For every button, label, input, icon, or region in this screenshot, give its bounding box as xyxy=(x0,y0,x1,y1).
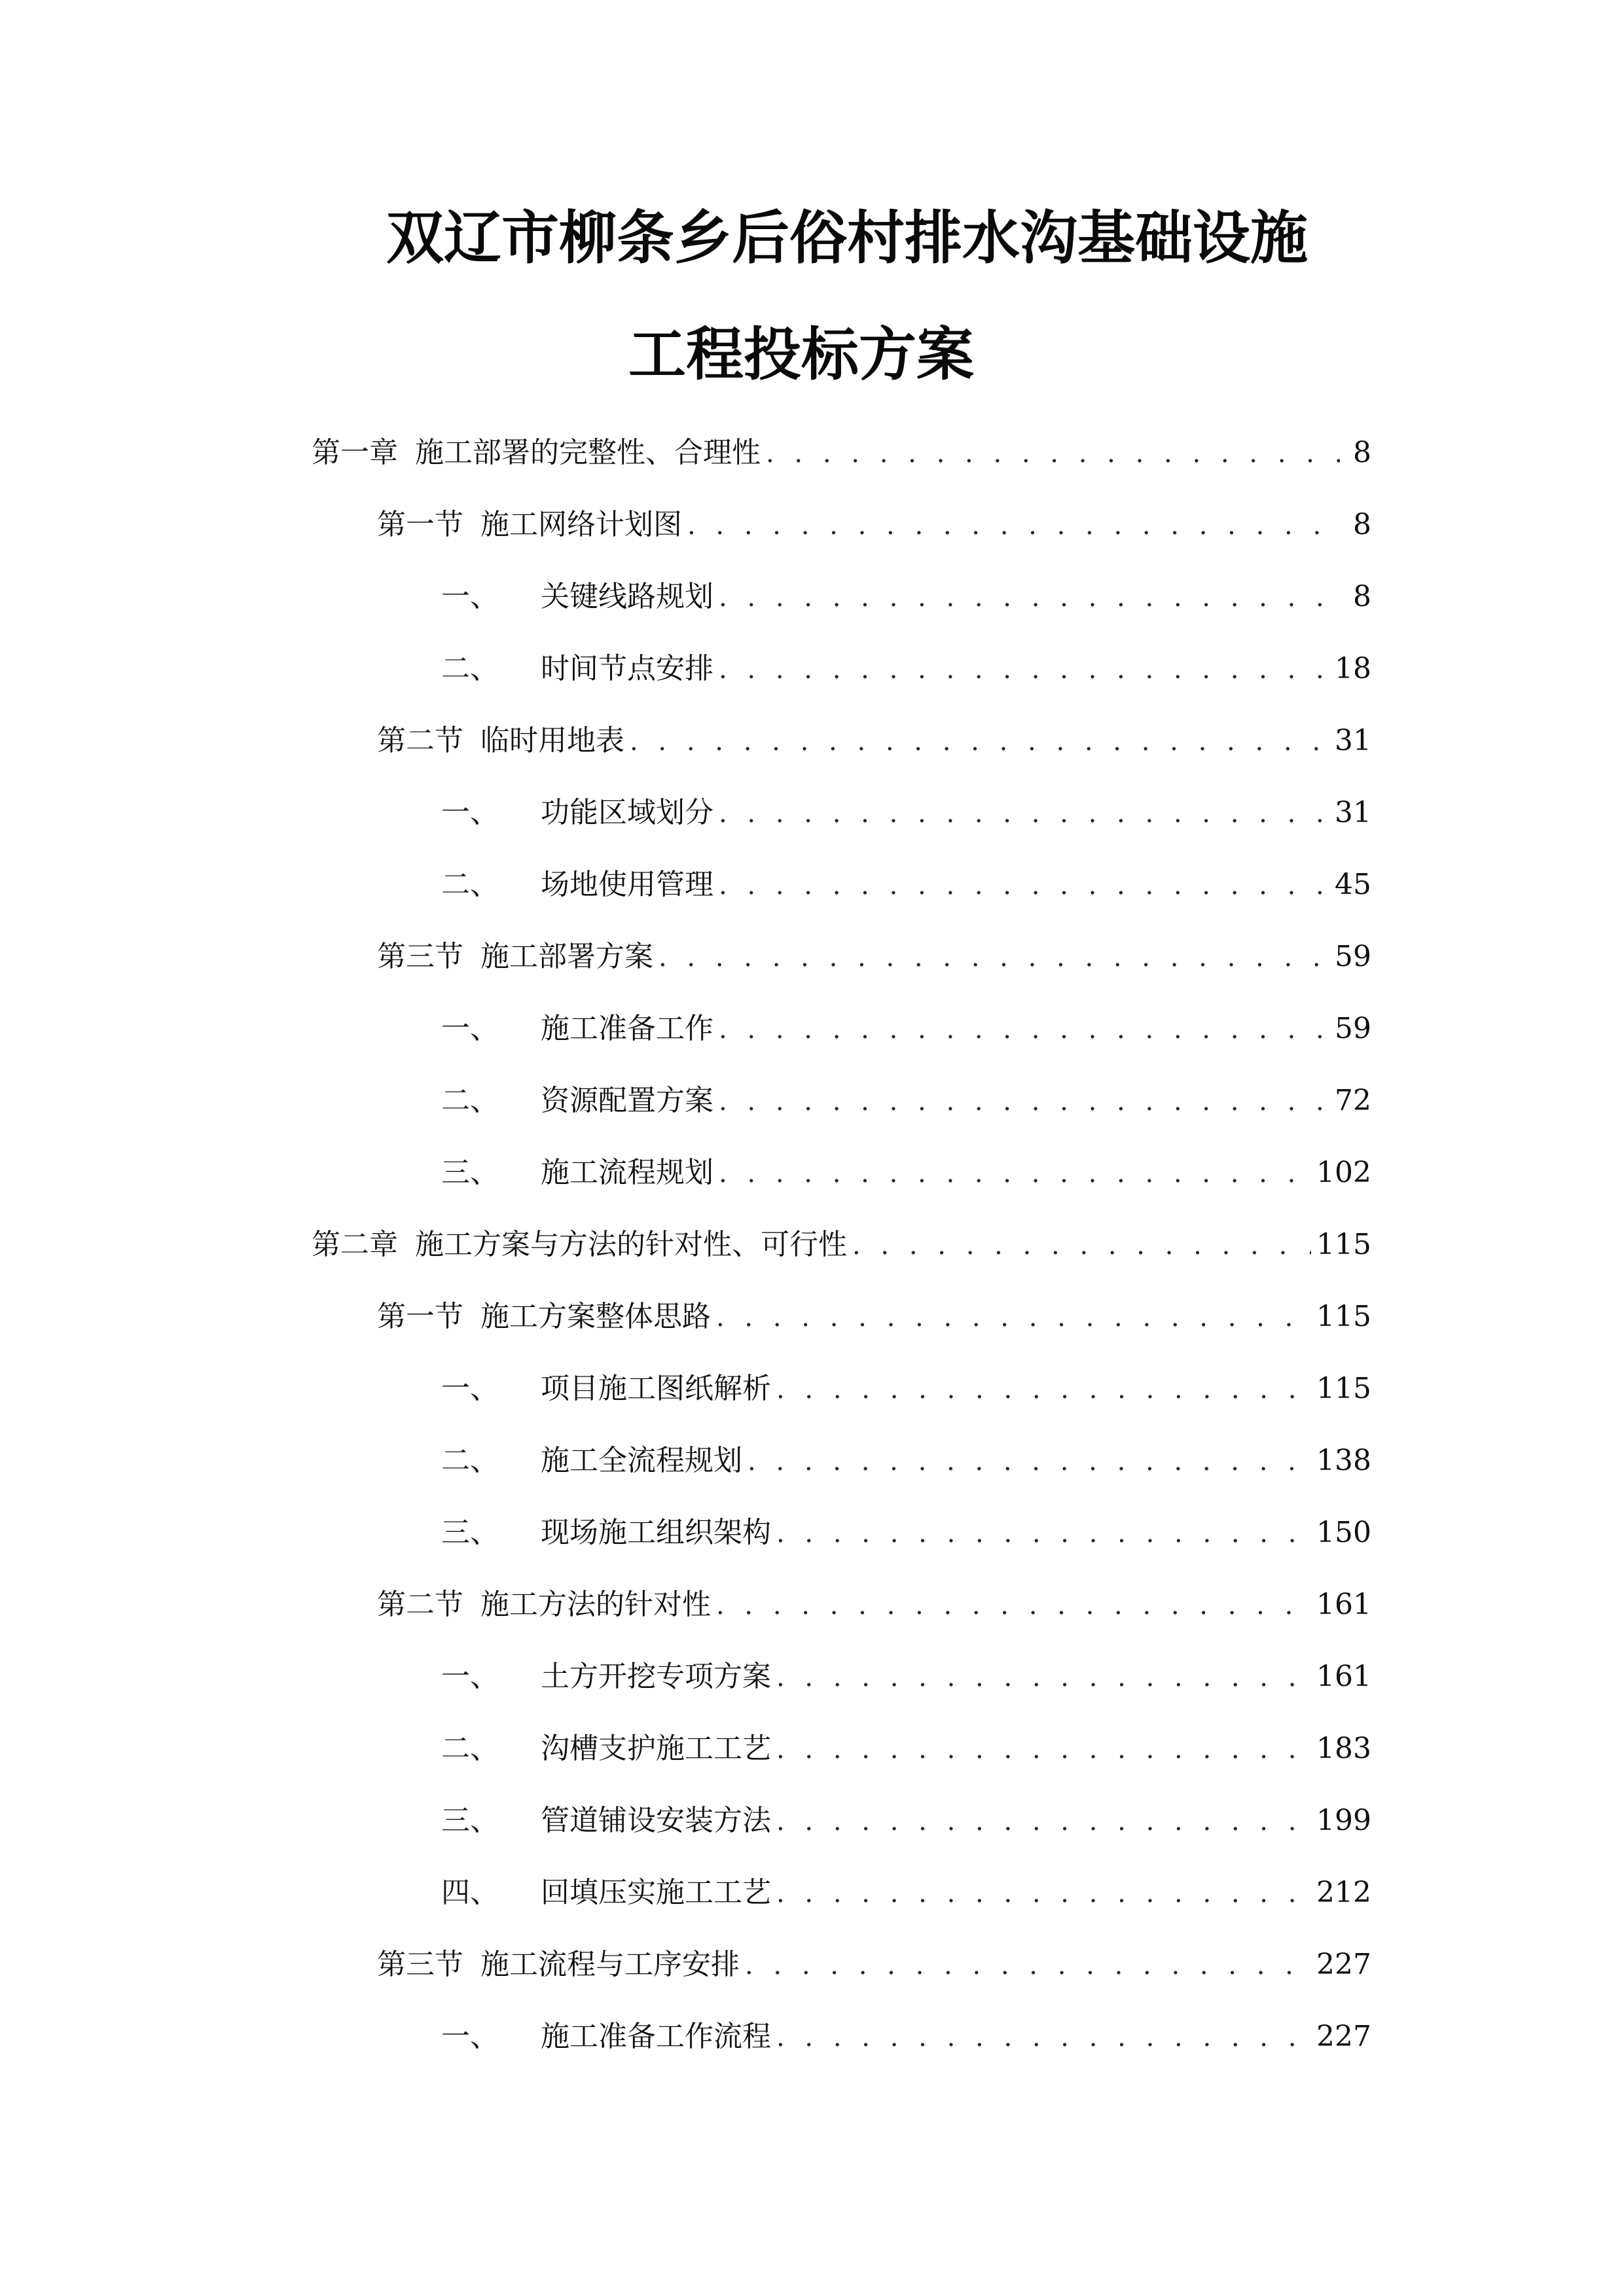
toc-page-number: 8 xyxy=(1353,508,1371,541)
toc-dot-leader xyxy=(719,650,1329,689)
toc-subsection-entry[interactable] xyxy=(441,1729,1371,1768)
toc-page-number: 45 xyxy=(1335,868,1371,901)
toc-dot-leader xyxy=(719,1010,1329,1049)
toc-subsection-entry[interactable] xyxy=(441,1081,1371,1121)
toc-subsection-entry[interactable] xyxy=(441,1657,1371,1696)
toc-entry-title: 管道铺设安装方法 xyxy=(541,1804,771,1837)
toc-subsection-entry[interactable] xyxy=(441,1513,1371,1552)
toc-entry-number: 第一章 xyxy=(312,436,398,469)
toc-entry-title: 施工部署的完整性、合理性 xyxy=(415,436,761,469)
toc-entry-number: 第一节 xyxy=(377,1300,463,1333)
toc-dot-leader xyxy=(776,1370,1311,1409)
toc-chapter-entry[interactable] xyxy=(312,1225,1371,1265)
toc-entry-number: 第一节 xyxy=(377,508,463,541)
title-line-1: 双辽市柳条乡后俗村排水沟基础设施 xyxy=(386,204,1308,272)
toc-entry-title: 临时用地表 xyxy=(480,724,624,757)
toc-page-number: 18 xyxy=(1335,652,1371,685)
toc-entry-title: 现场施工组织架构 xyxy=(541,1516,771,1549)
toc-page-number: 72 xyxy=(1335,1084,1371,1117)
toc-dot-leader xyxy=(719,794,1329,833)
toc-entry-number: 三、 xyxy=(441,1156,499,1189)
toc-dot-leader xyxy=(776,2018,1311,2057)
toc-section-entry[interactable] xyxy=(377,505,1371,545)
toc-entry-number: 一、 xyxy=(441,796,499,829)
toc-dot-leader xyxy=(852,1226,1311,1265)
toc-dot-leader xyxy=(719,1154,1311,1193)
toc-entry-title: 施工方案与方法的针对性、可行性 xyxy=(415,1228,847,1261)
toc-entry-title: 场地使用管理 xyxy=(541,868,713,901)
toc-dot-leader xyxy=(776,1730,1311,1769)
toc-entry-number: 四、 xyxy=(441,1876,499,1909)
toc-entry-number: 第三节 xyxy=(377,940,463,973)
toc-subsection-entry[interactable] xyxy=(441,577,1371,617)
toc-page-number: 150 xyxy=(1316,1516,1371,1549)
toc-entry-title: 资源配置方案 xyxy=(541,1084,713,1117)
toc-page-number: 161 xyxy=(1316,1588,1371,1621)
toc-entry-title: 施工方法的针对性 xyxy=(480,1588,711,1621)
toc-page-number: 227 xyxy=(1316,1948,1371,1981)
toc-entry-title: 施工准备工作流程 xyxy=(541,2020,771,2053)
toc-section-entry[interactable] xyxy=(377,937,1371,977)
toc-entry-title: 功能区域划分 xyxy=(541,796,713,829)
toc-page-number: 31 xyxy=(1335,796,1371,829)
toc-entry-title: 施工全流程规划 xyxy=(541,1444,742,1477)
toc-entry-title: 施工准备工作 xyxy=(541,1012,713,1045)
toc-page-number: 212 xyxy=(1316,1876,1371,1909)
toc-entry-number: 第三节 xyxy=(377,1948,463,1981)
toc-dot-leader xyxy=(766,434,1340,473)
toc-entry-number: 二、 xyxy=(441,1732,499,1765)
toc-entry-title: 项目施工图纸解析 xyxy=(541,1372,771,1405)
toc-entry-title: 施工网络计划图 xyxy=(480,508,682,541)
toc-entry-title: 沟槽支护施工工艺 xyxy=(541,1732,771,1765)
toc-page-number: 161 xyxy=(1316,1660,1371,1693)
toc-entry-number: 第二节 xyxy=(377,1588,463,1621)
toc-entry-title: 时间节点安排 xyxy=(541,652,713,685)
toc-entry-number: 一、 xyxy=(441,2020,499,2053)
toc-dot-leader xyxy=(716,1586,1311,1625)
toc-entry-number: 一、 xyxy=(441,1012,499,1045)
toc-entry-number: 二、 xyxy=(441,1444,499,1477)
toc-dot-leader xyxy=(719,866,1329,905)
toc-subsection-entry[interactable] xyxy=(441,1009,1371,1049)
toc-dot-leader xyxy=(776,1802,1311,1841)
toc-subsection-entry[interactable] xyxy=(441,1153,1371,1193)
toc-entry-title: 施工部署方案 xyxy=(480,940,653,973)
toc-dot-leader xyxy=(687,506,1340,545)
toc-entry-number: 第二节 xyxy=(377,724,463,757)
toc-entry-number: 一、 xyxy=(441,580,499,613)
toc-page-number: 31 xyxy=(1335,724,1371,757)
toc-entry-title: 施工流程规划 xyxy=(541,1156,713,1189)
toc-chapter-entry[interactable] xyxy=(312,433,1371,473)
toc-section-entry[interactable] xyxy=(377,1945,1371,1984)
toc-page-number: 138 xyxy=(1316,1444,1371,1477)
toc-entry-number: 三、 xyxy=(441,1804,499,1837)
toc-page-number: 59 xyxy=(1335,940,1371,973)
toc-page-number: 8 xyxy=(1353,580,1371,613)
toc-dot-leader xyxy=(745,1946,1311,1985)
toc-dot-leader xyxy=(719,1082,1329,1121)
toc-page-number: 102 xyxy=(1316,1156,1371,1189)
toc-entry-title: 施工方案整体思路 xyxy=(480,1300,711,1333)
toc-entry-number: 第二章 xyxy=(312,1228,398,1261)
toc-entry-number: 一、 xyxy=(441,1372,499,1405)
title-line-2: 工程投标方案 xyxy=(628,321,975,388)
toc-entry-number: 二、 xyxy=(441,652,499,685)
toc-subsection-entry[interactable] xyxy=(441,2017,1371,2056)
toc-dot-leader xyxy=(659,938,1329,977)
toc-section-entry[interactable] xyxy=(377,1297,1371,1336)
toc-dot-leader xyxy=(776,1874,1311,1913)
toc-entry-number: 一、 xyxy=(441,1660,499,1693)
toc-subsection-entry[interactable] xyxy=(441,649,1371,689)
toc-subsection-entry[interactable] xyxy=(441,793,1371,833)
toc-subsection-entry[interactable] xyxy=(441,865,1371,905)
toc-entry-title: 土方开挖专项方案 xyxy=(541,1660,771,1693)
toc-subsection-entry[interactable] xyxy=(441,1369,1371,1408)
toc-entry-number: 三、 xyxy=(441,1516,499,1549)
toc-dot-leader xyxy=(630,722,1329,761)
toc-dot-leader xyxy=(776,1658,1311,1697)
toc-page-number: 227 xyxy=(1316,2020,1371,2053)
toc-entry-number: 二、 xyxy=(441,1084,499,1117)
toc-page-number: 8 xyxy=(1353,436,1371,469)
toc-page-number: 115 xyxy=(1316,1300,1371,1333)
toc-page-number: 199 xyxy=(1316,1804,1371,1837)
toc-entry-title: 施工流程与工序安排 xyxy=(480,1948,740,1981)
toc-subsection-entry[interactable] xyxy=(441,1873,1371,1912)
toc-section-entry[interactable] xyxy=(377,1585,1371,1624)
toc-page-number: 183 xyxy=(1316,1732,1371,1765)
toc-section-entry[interactable] xyxy=(377,721,1371,761)
toc-entry-title: 回填压实施工工艺 xyxy=(541,1876,771,1909)
toc-dot-leader xyxy=(748,1442,1311,1481)
toc-dot-leader xyxy=(719,578,1340,617)
toc-subsection-entry[interactable] xyxy=(441,1441,1371,1480)
toc-page-number: 115 xyxy=(1316,1372,1371,1405)
toc-dot-leader xyxy=(776,1514,1311,1553)
toc-dot-leader xyxy=(716,1298,1311,1337)
toc-page-number: 115 xyxy=(1316,1228,1371,1261)
toc-entry-title: 关键线路规划 xyxy=(541,580,713,613)
toc-page-number: 59 xyxy=(1335,1012,1371,1045)
toc-subsection-entry[interactable] xyxy=(441,1801,1371,1840)
toc-entry-number: 二、 xyxy=(441,868,499,901)
